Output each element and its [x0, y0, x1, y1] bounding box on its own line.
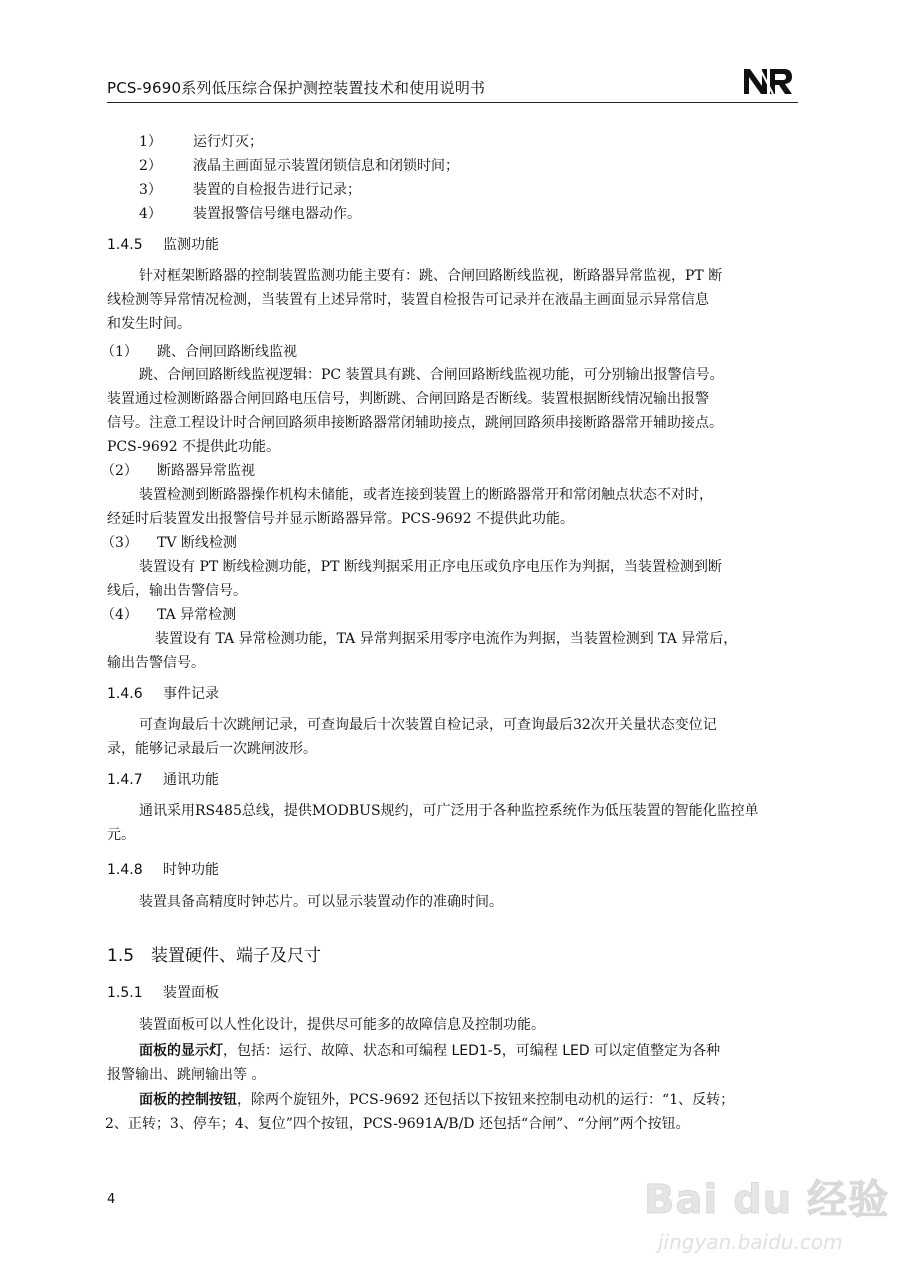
watermark-main-text: Bai du 经验 — [644, 1177, 890, 1223]
section-heading-1-4-5: 1.4.5 监测功能 — [107, 237, 219, 253]
section-heading-1-5: 1.5 装置硬件、端子及尺寸 — [107, 946, 321, 966]
paragraph-line: 元。 — [107, 827, 135, 843]
paragraph-line: 可查询最后十次跳闸记录，可查询最后十次装置自检记录，可查询最后32次开关量状态变位记 — [139, 717, 717, 733]
paragraph-line: 装置设有 PT 断线检测功能，PT 断线判据采用正序电压或负序电压作为判据，当装置检测到断 — [139, 559, 722, 575]
paragraph-line: 线检测等异常情况检测，当装置有上述异常时，装置自检报告可记录并在液晶主画面显示异常信息 — [107, 292, 709, 308]
list-item: 1） 运行灯灭； — [139, 134, 263, 150]
subsection-heading: （3） TV 断线检测 — [101, 535, 237, 551]
list-item: 4） 装置报警信号继电器动作。 — [139, 206, 361, 222]
paragraph-line: 通讯采用RS485总线，提供MODBUS规约，可广泛用于各种监控系统作为低压装置的智能化监控单 — [139, 803, 759, 819]
paragraph-line: 和发生时间。 — [107, 316, 191, 332]
section-heading-1-4-7: 1.4.7 通讯功能 — [107, 772, 219, 788]
paragraph-line: 装置检测到断路器操作机构未储能，或者连接到装置上的断路器常开和常闭触点状态不对时， — [139, 487, 713, 503]
list-item: 2） 液晶主画面显示装置闭锁信息和闭锁时间； — [139, 158, 459, 174]
paragraph-line: 线后，输出告警信号。 — [107, 583, 247, 599]
subsection-heading: （1） 跳、合闸回路断线监视 — [101, 344, 297, 360]
section-heading-1-4-6: 1.4.6 事件记录 — [107, 686, 219, 702]
paragraph-line: 报警输出、跳闸输出等 。 — [107, 1067, 266, 1083]
watermark-url: jingyan.baidu.com — [658, 1230, 843, 1254]
page-header — [107, 66, 798, 103]
paragraph-line: 输出告警信号。 — [107, 655, 205, 671]
list-item: 3） 装置的自检报告进行记录； — [139, 182, 361, 198]
paragraph-line: 信号。注意工程设计时合闸回路须串接断路器常闭辅助接点，跳闸回路须串接断路器常开辅助接点。 — [107, 415, 723, 431]
paragraph-line: 装置具备高精度时钟芯片。可以显示装置动作的准确时间。 — [139, 894, 503, 910]
baidu-watermark — [638, 1160, 890, 1270]
nr-logo-icon — [742, 66, 794, 96]
paragraph-line: 录，能够记录最后一次跳闸波形。 — [107, 741, 317, 757]
paragraph-line: 装置设有 TA 异常检测功能，TA 异常判据采用零序电流作为判据，当装置检测到 TA 异常后， — [155, 631, 738, 647]
paragraph-line: 经延时后装置发出报警信号并显示断路器异常。PCS-9692 不提供此功能。 — [107, 511, 575, 527]
paragraph-line: PCS-9692 不提供此功能。 — [107, 439, 281, 455]
section-heading-1-4-8: 1.4.8 时钟功能 — [107, 862, 219, 878]
page-number: 4 — [107, 1192, 116, 1207]
paragraph-line: 跳、合闸回路断线监视逻辑：PC 装置具有跳、合闸回路断线监视功能，可分别输出报警信号。 — [139, 367, 724, 383]
paragraph-line: 针对框架断路器的控制装置监测功能主要有：跳、合闸回路断线监视，断路器异常监视，PT 断 — [139, 268, 723, 284]
paragraph-line: 装置面板可以人性化设计，提供尽可能多的故障信息及控制功能。 — [139, 1017, 545, 1033]
document-title: PCS-9690系列低压综合保护测控装置技术和使用说明书 — [107, 79, 486, 97]
section-heading-1-5-1: 1.5.1 装置面板 — [107, 985, 219, 1001]
paragraph-line: 面板的显示灯，包括：运行、故障、状态和可编程 LED1-5，可编程 LED 可以定值整定为各种 — [139, 1043, 721, 1059]
subsection-heading: （2） 断路器异常监视 — [101, 463, 255, 479]
subsection-heading: （4） TA 异常检测 — [101, 607, 237, 623]
paragraph-line: 面板的控制按钮，除两个旋钮外，PCS-9692 还包括以下按钮来控制电动机的运行：“1、反转； — [139, 1092, 735, 1108]
paragraph-line: 装置通过检测断路器合闸回路电压信号，判断跳、合闸回路是否断线。装置根据断线情况输出报警 — [107, 391, 709, 407]
paragraph-line: 2、正转；3、停车；4、复位”四个按钮，PCS-9691A/B/D 还包括“合闸”、“分闸”两个按钮。 — [105, 1116, 690, 1132]
